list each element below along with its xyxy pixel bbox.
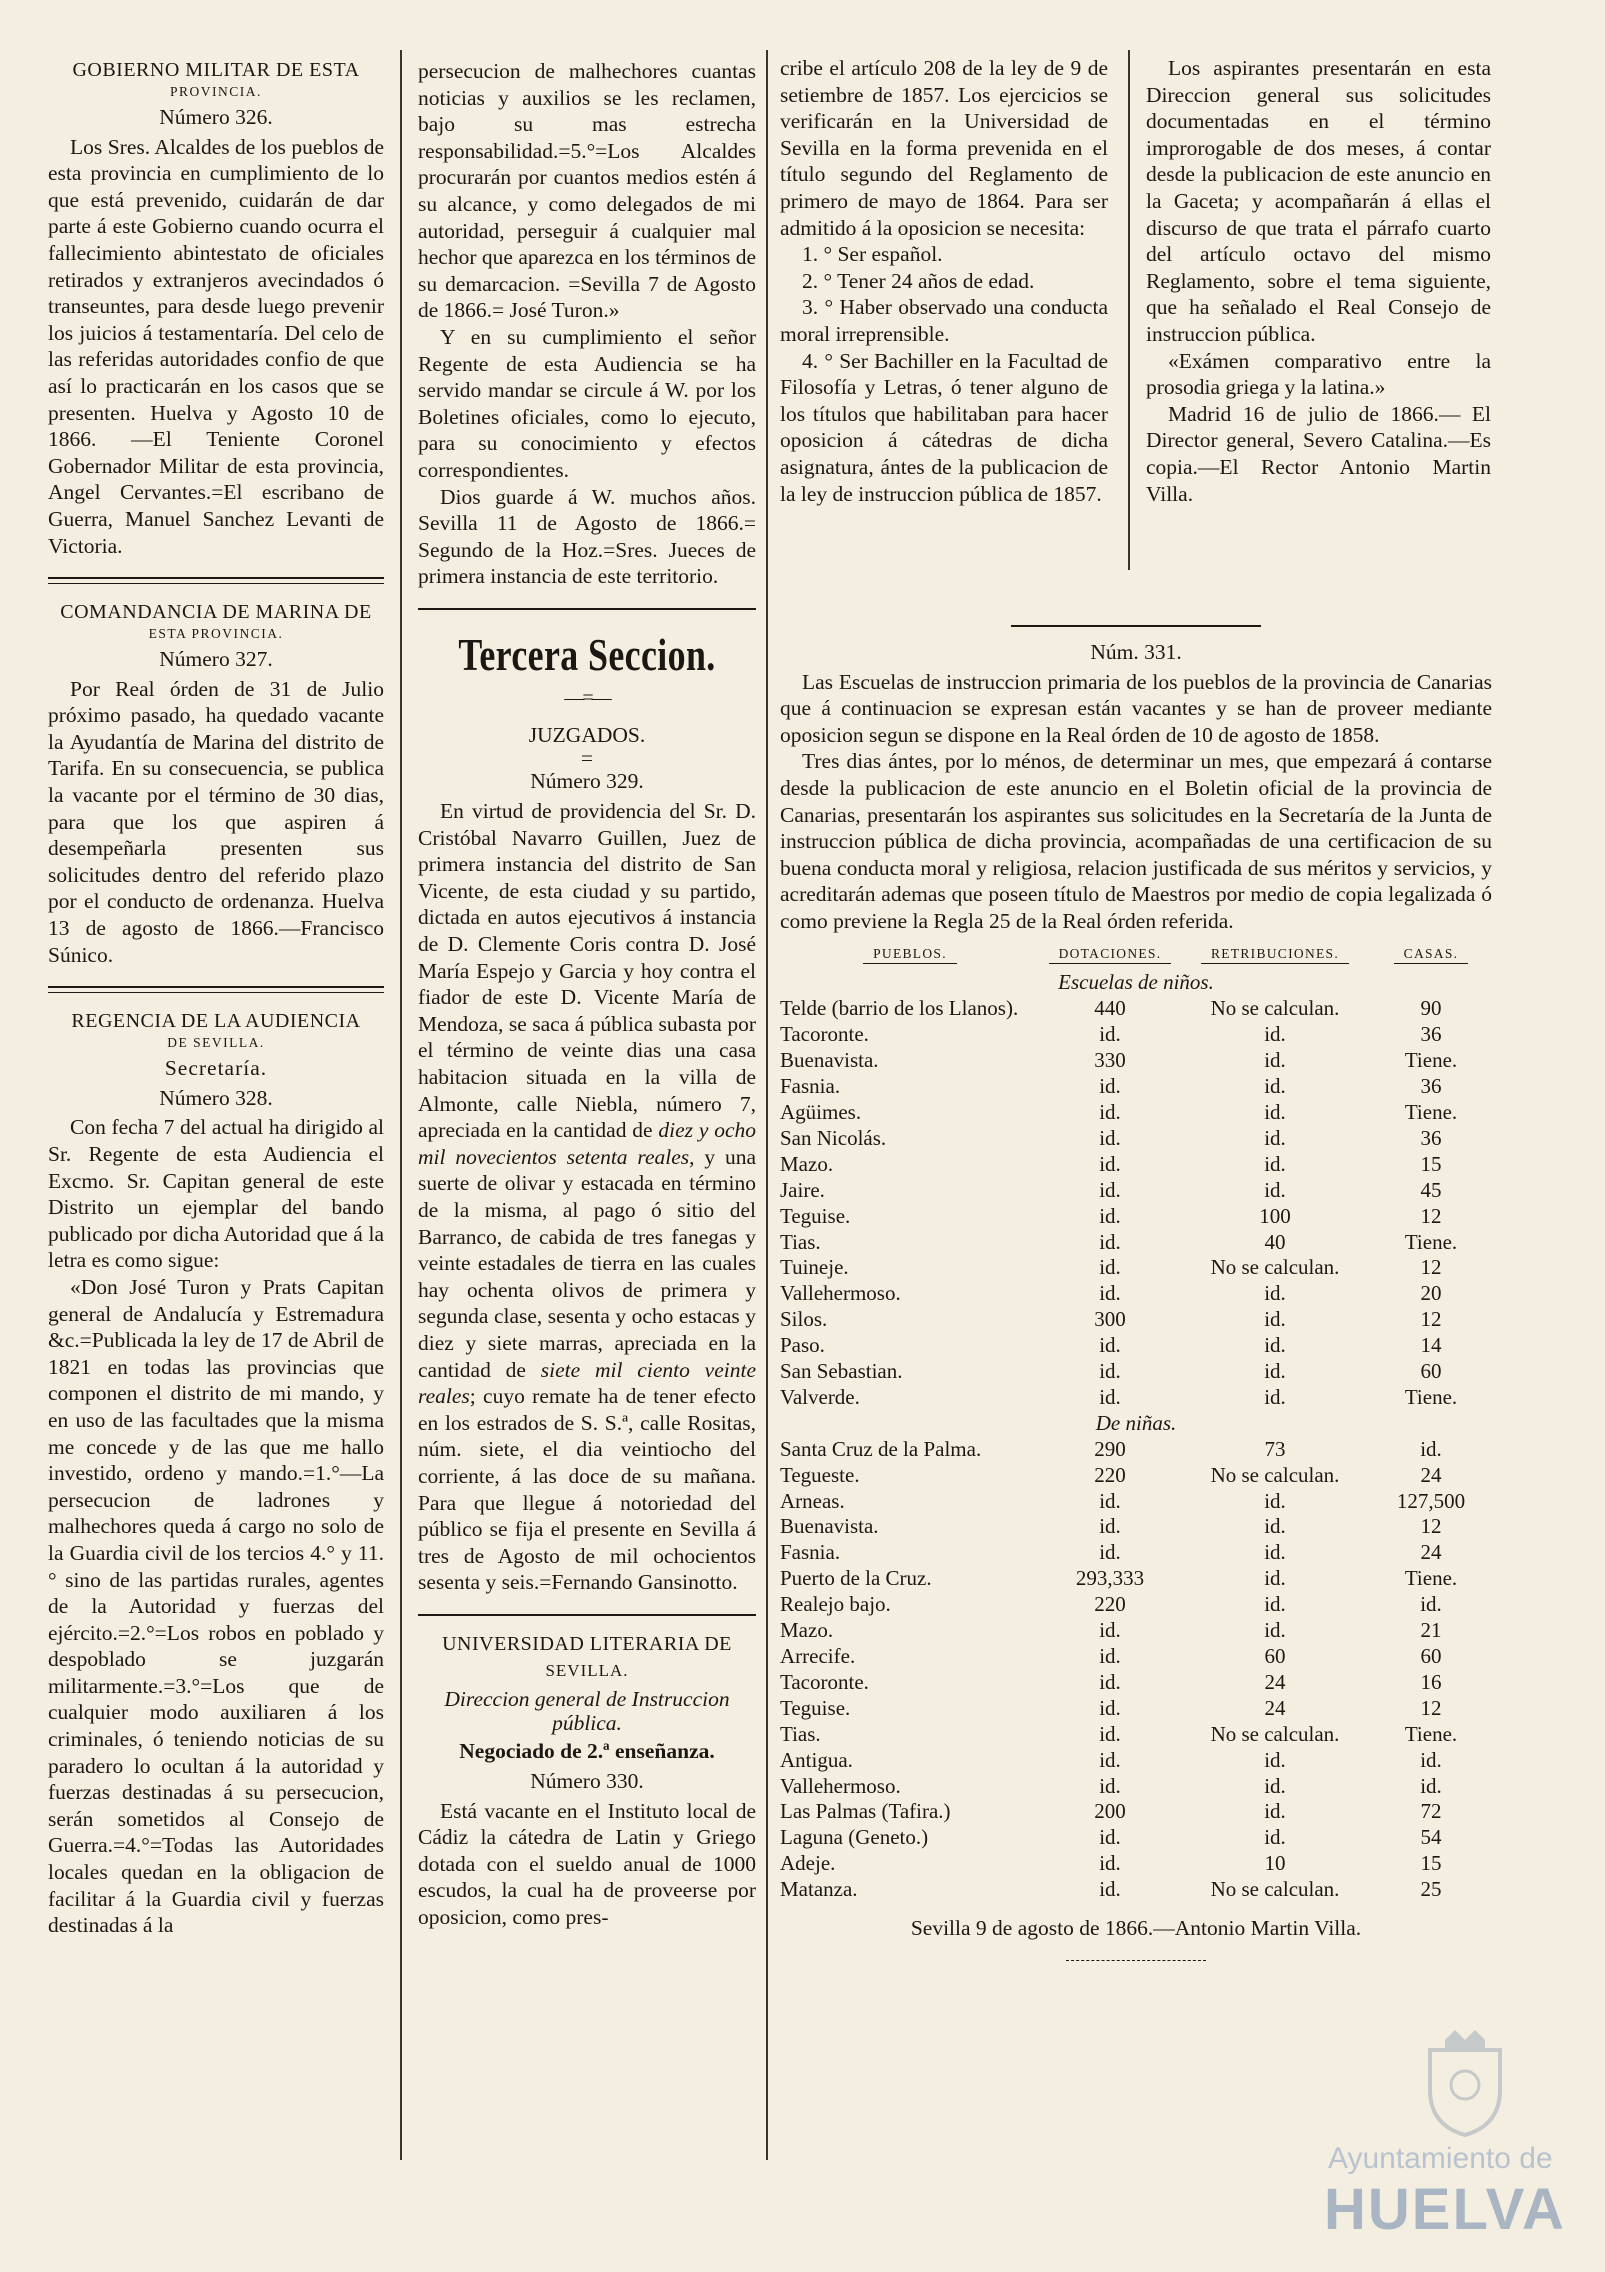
column-header: RETRIBUCIONES. <box>1180 935 1370 971</box>
notice-text: Los Sres. Alcaldes de los pueblos de esta provincia en cumplimiento de lo que está prevenido, cuidarán de dar parte á este Gobierno cuando ocurra el fallecimiento abintestato de oficiales retirados y extranjeros avecindados ó transeuntes, para desde luego prevenir los juicios á testamentaría. Del celo de las referidas autoridades confio de que así lo practicarán en los casos que se presenten. Huelva y Agosto 10 de 1866. —El Teniente Coronel Gobernador Militar de esta provincia, Angel Cervantes.=El escribano de Guerra, Manuel Sanchez Levanti de Victoria. <box>48 134 384 558</box>
cell-casa: 54 <box>1420 1825 1442 1850</box>
cell-dotacion: 200 <box>1094 1799 1126 1824</box>
notice-text: Las Escuelas de instruccion primaria de los pueblos de la provincia de Canarias que á continuacion se expresan están vacantes y se han de proveer mediante oposicion segun se dispone en la Real órden de 10 de agosto de 1858. <box>780 669 1492 747</box>
table-row <box>780 1230 1492 1256</box>
table-row <box>780 1126 1492 1152</box>
notice-number: Núm. 331. <box>1090 640 1182 664</box>
cell-casa: 12 <box>1420 1203 1442 1228</box>
requirement: 2. ° Tener 24 años de edad. <box>802 268 1035 293</box>
cell-pueblo: Fasnia. <box>780 1074 841 1099</box>
cell-casa: Tiene. <box>1404 1384 1458 1409</box>
table-row <box>780 1489 1492 1515</box>
cell-retribucion: id. <box>1264 1825 1286 1850</box>
table-row <box>780 1048 1492 1074</box>
cell-retribucion: id. <box>1264 1540 1286 1565</box>
cell-retribucion: id. <box>1264 1307 1286 1332</box>
section-subtitle: SEVILLA. <box>545 1660 629 1680</box>
section-heading: Tercera Seccion. <box>458 628 716 680</box>
cell-dotacion: 330 <box>1094 1048 1126 1073</box>
cell-dotacion: id. <box>1099 1177 1121 1202</box>
notice-theme: «Exámen comparativo entre la prosodia griega y la latina.» <box>1146 348 1491 400</box>
section-subtitle: ESTA PROVINCIA. <box>148 626 284 642</box>
cell-dotacion: id. <box>1099 1099 1121 1124</box>
cell-dotacion: id. <box>1099 1644 1121 1668</box>
cell-retribucion: No se calculan. <box>1210 1462 1340 1487</box>
cell-retribucion: 24 <box>1264 1669 1286 1694</box>
cell-retribucion: No se calculan. <box>1210 1255 1340 1280</box>
cell-pueblo: Silos. <box>780 1307 828 1332</box>
cell-pueblo: Matanza. <box>780 1877 858 1902</box>
cell-pueblo: Teguise. <box>780 1695 851 1720</box>
notice-number: Número 326. <box>159 105 273 129</box>
cell-retribucion: id. <box>1264 1773 1286 1798</box>
cell-dotacion: id. <box>1099 1229 1121 1254</box>
notice-number: Número 330. <box>530 1769 644 1794</box>
notice-text: «Don José Turon y Prats Capitan general de Andalucía y Estremadura &c.=Publicada la ley de 17 de Abril de 1821 en todas las provincias que componen el distrito de mi mando, y en uso de las facultades que la misma me concede y de las que me hallo investido, ordeno y mando.=1.°—La persecucion de ladrones y malhechores queda á cargo no solo de la Guardia civil de los tercios 4.° y 11.° sino de las partidas rurales, agentes de la Autoridad y fuerzas del ejército.=2.°=Los robos en poblado y despoblado se juzgarán militarmente.=3.°=Los que de cualquier modo auxiliaren á los criminales, ó teniendo noticias de su paradero lo ocultan á la autoridad y fuerzas destinadas á su persecucion, serán sometidos al Consejo de Guerra.=4.°=Todas las Autoridades locales quedan en la obligacion de facilitar á la Guardia civil y fuerzas destinadas á la <box>48 1274 384 1938</box>
cell-casa: 60 <box>1420 1359 1442 1384</box>
cell-retribucion: No se calculan. <box>1210 996 1340 1021</box>
juzgados-title: JUZGADOS. <box>528 722 646 747</box>
table-row <box>780 1359 1492 1385</box>
divider <box>418 1614 756 1616</box>
cell-dotacion: 293,333 <box>1075 1566 1145 1591</box>
section-subtitle-italic: Direccion general de Instruccion pública. <box>444 1687 730 1736</box>
cell-pueblo: Agüimes. <box>780 1099 862 1124</box>
cell-casa: 90 <box>1420 996 1442 1021</box>
cell-casa: 36 <box>1420 1125 1442 1150</box>
cell-pueblo: Teguise. <box>780 1203 851 1228</box>
table-row <box>780 1022 1492 1048</box>
table-row <box>780 1618 1492 1644</box>
cell-pueblo: Valverde. <box>780 1384 860 1409</box>
cell-dotacion: id. <box>1099 1540 1121 1565</box>
ornament-mark: = <box>580 746 594 771</box>
cell-dotacion: id. <box>1099 1721 1121 1746</box>
column-header: DOTACIONES. <box>1040 935 1180 971</box>
notice-number: Número 327. <box>159 647 273 672</box>
cell-pueblo: Buenavista. <box>780 1514 879 1539</box>
notice-number: Número 329. <box>530 769 644 794</box>
cell-casa: id. <box>1420 1773 1442 1798</box>
cell-retribucion: id. <box>1264 1333 1286 1358</box>
table-row <box>780 1385 1492 1411</box>
notice-text: En virtud de providencia del Sr. D. Cristóbal Navarro Guillen, Juez de primera instancia del distrito de San Vicente, de esta ciudad y su partido, dictada en autos ejecutivos á instancia de D. Clemente Coris contra D. José María Espejo y Garcia y hoy contra el fiador de este D. Vicente María de Mendoza, se saca á pública subasta por el término de veinte dias una casa habitacion situada en la villa de Almonte, calle Niebla, número 7, apreciada en la cantidad de diez y ocho mil novecientos setenta reales, y una suerte de olivar y estacada en término de la misma, al pago ó sitio del Barranco, de cabida de tres fanegas y veinte estadales de tierra en las cuales hay ochenta olivos de primera y segunda clase, sesenta y ocho estacas y diez y siete marras, apreciada en la cantidad de siete mil ciento veinte reales; cuyo remate ha de tener efecto en los estrados de S. S.ª, calle Rositas, núm. siete, el dia veintiocho del corriente, á las doce de su mañana. Para que llegue á notoriedad del público se fija el presente en Sevilla á tres de Agosto de mil ochocientos sesenta y seis.=Fernando Gansinotto. <box>418 799 757 1595</box>
cell-pueblo: San Sebastian. <box>780 1359 903 1384</box>
cell-retribucion: 24 <box>1264 1695 1286 1720</box>
requirement: 1. ° Ser español. <box>802 242 943 267</box>
cell-retribucion: id. <box>1264 1125 1286 1150</box>
notice-text: persecucion de malhechores cuantas noticias y auxilios se les reclamen, bajo su mas estrecha responsabilidad.=5.°=Los Alcaldes procurarán por cuantos medios estén á su alcance, y como delegados de mi autoridad, perseguir á cualquier mal hechor que aparezca en los términos de su demarcacion. =Sevilla 7 de Agosto de 1866.= José Turon.» <box>418 59 756 323</box>
cell-retribucion: No se calculan. <box>1210 1877 1340 1902</box>
cell-retribucion: id. <box>1264 1022 1286 1047</box>
cell-casa: Tiene. <box>1404 1566 1458 1591</box>
divider <box>1066 1960 1206 1961</box>
cell-retribucion: 10 <box>1264 1851 1286 1876</box>
section-title: GOBIERNO MILITAR DE ESTA <box>72 59 360 81</box>
watermark <box>1310 2030 1605 2270</box>
cell-pueblo: Tegueste. <box>780 1462 860 1487</box>
column-2 <box>418 58 756 1931</box>
cell-dotacion: id. <box>1099 1747 1121 1772</box>
cell-retribucion: id. <box>1264 1488 1286 1513</box>
cell-pueblo: Buenavista. <box>780 1048 879 1073</box>
cell-dotacion: id. <box>1099 1151 1121 1176</box>
cell-retribucion: id. <box>1264 1592 1286 1617</box>
cell-retribucion: id. <box>1264 1151 1286 1176</box>
table-row <box>780 1463 1492 1489</box>
cell-dotacion: 290 <box>1094 1436 1126 1461</box>
cell-casa: 45 <box>1420 1177 1442 1202</box>
cell-pueblo: Tacoronte. <box>780 1022 869 1047</box>
table-row <box>780 1670 1492 1696</box>
column-rule <box>1128 50 1130 570</box>
cell-casa: Tiene. <box>1404 1229 1458 1254</box>
secretaria-label: Secretaría. <box>164 1056 268 1081</box>
ornament: —=— <box>564 686 610 709</box>
cell-retribucion: id. <box>1264 1384 1286 1409</box>
cell-retribucion: 73 <box>1264 1436 1286 1461</box>
column-rule <box>400 50 402 2160</box>
table-row <box>780 1851 1492 1877</box>
table-row <box>780 1514 1492 1540</box>
cell-dotacion: id. <box>1099 1877 1121 1902</box>
cell-casa: 60 <box>1420 1644 1442 1668</box>
crest-icon <box>1420 2030 1510 2140</box>
cell-dotacion: id. <box>1099 1695 1121 1720</box>
notice-text: Con fecha 7 del actual ha dirigido al Sr. Regente de esta Audiencia el Excmo. Sr. Capitan general de este Distrito un ejemplar del bando publicado por dicha Autoridad que á la letra es como sigue: <box>48 1115 384 1273</box>
cell-retribucion: id. <box>1264 1281 1286 1306</box>
cell-pueblo: San Nicolás. <box>780 1125 887 1150</box>
column-rule <box>766 50 768 2160</box>
column-header: PUEBLOS. <box>780 935 1040 971</box>
requirement: 4. ° Ser Bachiller en la Facultad de Filosofía y Letras, ó tener alguno de los títulos que habilitaban para hacer oposicion á cátedras de dicha asignatura, ántes de la publicacion de la ley de instruccion pública de 1857. <box>780 348 1108 506</box>
notice-text: Está vacante en el Instituto local de Cádiz la cátedra de Latin y Griego dotada con el sueldo anual de 1000 escudos, la cual ha de proveerse por oposicion, como pres- <box>418 1798 756 1930</box>
cell-dotacion: id. <box>1099 1618 1121 1643</box>
cell-casa: 24 <box>1420 1462 1442 1487</box>
cell-dotacion: 220 <box>1094 1462 1126 1487</box>
cell-casa: Tiene. <box>1404 1099 1458 1124</box>
table-row <box>780 1540 1492 1566</box>
cell-pueblo: Tias. <box>780 1229 821 1254</box>
table-row <box>780 1696 1492 1722</box>
cell-casa: id. <box>1420 1592 1442 1617</box>
cell-dotacion: id. <box>1099 1022 1121 1047</box>
cell-casa: 36 <box>1420 1074 1442 1099</box>
notice-text: Por Real órden de 31 de Julio próximo pasado, ha quedado vacante la Ayudantía de Marina del distrito de Tarifa. En su consecuencia, se publica la vacante por el término de 30 dias, para que los que aspiren á desempeñarla presenten sus solicitudes dentro del referido plazo por el conducto de ordenanza. Huelva 13 de agosto de 1866.—Francisco Súnico. <box>48 676 384 967</box>
cell-pueblo: Vallehermoso. <box>780 1773 901 1798</box>
cell-dotacion: id. <box>1099 1074 1121 1099</box>
cell-dotacion: 440 <box>1094 996 1126 1021</box>
cell-pueblo: Adeje. <box>780 1851 836 1876</box>
cell-casa: Tiene. <box>1404 1721 1458 1746</box>
cell-dotacion: id. <box>1099 1851 1121 1876</box>
cell-pueblo: Mazo. <box>780 1151 834 1176</box>
cell-casa: id. <box>1420 1747 1442 1772</box>
table-row <box>780 1074 1492 1100</box>
cell-pueblo: Arrecife. <box>780 1644 856 1668</box>
table-row <box>780 1825 1492 1851</box>
cell-pueblo: Laguna (Geneto.) <box>780 1825 929 1850</box>
cell-dotacion: id. <box>1099 1514 1121 1539</box>
cell-dotacion: id. <box>1099 1669 1121 1694</box>
cell-casa: 16 <box>1420 1669 1442 1694</box>
divider <box>418 608 756 610</box>
table-row <box>780 1333 1492 1359</box>
negociado-label: Negociado de 2.ª enseñanza. <box>459 1739 715 1764</box>
cell-pueblo: Puerto de la Cruz. <box>780 1566 932 1591</box>
notice-text: cribe el artículo 208 de la ley de 9 de setiembre de 1857. Los ejercicios se verificarán en la Universidad de Sevilla en la forma prevenida en el título segundo del Reglamento de primero de mayo de 1864. Para ser admitido á la oposicion se necesita: <box>780 56 1108 240</box>
cell-retribucion: id. <box>1264 1074 1286 1099</box>
section-subtitle: PROVINCIA. <box>170 84 262 99</box>
cell-pueblo: Las Palmas (Tafira.) <box>780 1799 951 1824</box>
table-row <box>780 1877 1492 1903</box>
notice-text: Dios guarde á W. muchos años. Sevilla 11 de Agosto de 1866.= Segundo de la Hoz.=Sres. Jueces de primera instancia de este territorio. <box>418 484 756 589</box>
cell-dotacion: id. <box>1099 1255 1121 1280</box>
cell-dotacion: id. <box>1099 1825 1121 1850</box>
section-subtitle: DE SEVILLA. <box>167 1035 265 1051</box>
cell-dotacion: id. <box>1099 1203 1121 1228</box>
requirement: 3. ° Haber observado una conducta moral irreprensible. <box>780 295 1108 346</box>
column-4 <box>1146 55 1491 507</box>
notice-signature: Sevilla 9 de agosto de 1866.—Antonio Martin Villa. <box>910 1916 1362 1941</box>
table-row <box>780 1100 1492 1126</box>
divider <box>1011 625 1261 627</box>
table-row <box>780 1255 1492 1281</box>
cell-casa: 15 <box>1420 1851 1442 1876</box>
cell-casa: 14 <box>1420 1333 1442 1358</box>
cell-casa: 127,500 <box>1396 1488 1466 1513</box>
table-row <box>780 1437 1492 1463</box>
table-row <box>780 1722 1492 1748</box>
cell-casa: 25 <box>1420 1877 1442 1902</box>
cell-casa: id. <box>1420 1436 1442 1461</box>
cell-dotacion: id. <box>1099 1359 1121 1384</box>
table-row <box>780 1592 1492 1618</box>
cell-dotacion: id. <box>1099 1384 1121 1409</box>
cell-casa: 72 <box>1420 1799 1442 1824</box>
divider <box>48 577 384 584</box>
notice-text: Los aspirantes presentarán en esta Direccion general sus solicitudes documentadas en el término improrogable de dos meses, á contar desde la publicacion de este anuncio en la Gaceta; y acompañarán á ellas el discurso de que trata el párrafo cuarto del artículo octavo del mismo Reglamento, sobre el tema siguiente, que ha señalado el Real Consejo de instruccion pública. <box>1146 56 1491 346</box>
cell-dotacion: id. <box>1099 1281 1121 1306</box>
cell-casa: 12 <box>1420 1255 1442 1280</box>
table-row <box>780 1748 1492 1774</box>
cell-pueblo: Tias. <box>780 1721 821 1746</box>
cell-pueblo: Vallehermoso. <box>780 1281 901 1306</box>
cell-pueblo: Tuineje. <box>780 1255 849 1280</box>
notice-331 <box>780 625 1492 1961</box>
table-row <box>780 1644 1492 1670</box>
cell-retribucion: 40 <box>1264 1229 1286 1254</box>
cell-pueblo: Arneas. <box>780 1488 845 1513</box>
cell-pueblo: Fasnia. <box>780 1540 841 1565</box>
column-3 <box>780 55 1108 507</box>
notice-number: Número 328. <box>159 1085 273 1110</box>
notice-text: Y en su cumplimiento el señor Regente de esta Audiencia se ha servido mandar se circule á W. por los Boletines oficiales, como lo ejecuto, para su conocimiento y efectos correspondientes. <box>418 324 756 482</box>
column-1 <box>48 58 384 1939</box>
cell-pueblo: Antigua. <box>780 1747 853 1772</box>
cell-casa: Tiene. <box>1404 1048 1458 1073</box>
cell-pueblo: Jaire. <box>780 1177 825 1202</box>
cell-dotacion: id. <box>1099 1125 1121 1150</box>
cell-casa: 24 <box>1420 1540 1442 1565</box>
table-row <box>780 1204 1492 1230</box>
table-row <box>780 1566 1492 1592</box>
cell-pueblo: Telde (barrio de los Llanos). <box>780 996 1019 1021</box>
cell-retribucion: id. <box>1264 1177 1286 1202</box>
cell-pueblo: Realejo bajo. <box>780 1592 891 1617</box>
cell-retribucion: id. <box>1264 1099 1286 1124</box>
cell-dotacion: 300 <box>1094 1307 1126 1332</box>
cell-retribucion: id. <box>1264 1566 1286 1591</box>
table-group: De niñas. <box>1095 1410 1177 1435</box>
table-row <box>780 996 1492 1022</box>
cell-pueblo: Santa Cruz de la Palma. <box>780 1436 982 1461</box>
schools-table <box>780 935 1492 1904</box>
cell-retribucion: id. <box>1264 1747 1286 1772</box>
watermark-line2: HUELVA <box>1324 2177 1566 2242</box>
cell-dotacion: id. <box>1099 1488 1121 1513</box>
section-title: UNIVERSIDAD LITERARIA DE <box>442 1632 732 1655</box>
notice-text: Tres dias ántes, por lo ménos, de determinar un mes, que empezará á contarse desde la publicacion de este anuncio en el Boletin oficial de la provincia de Canarias, presentarán los aspirantes sus solicitudes en la Secretaría de la Junta de instruccion pública de dicha provincia, acompañadas de una certificacion de su buena conducta moral y religiosa, relacion justificada de sus méritos y servicios, y acreditarán ademas que poseen título de Maestros por medio de copia legalizada ó como previene la Regla 25 de la Real órden referida. <box>780 749 1492 933</box>
cell-dotacion: 220 <box>1094 1592 1126 1617</box>
cell-casa: 12 <box>1420 1514 1442 1539</box>
cell-dotacion: id. <box>1099 1333 1121 1358</box>
watermark-line1: Ayuntamiento de <box>1328 2142 1553 2175</box>
table-group: Escuelas de niños. <box>1058 970 1214 995</box>
cell-retribucion: id. <box>1264 1359 1286 1384</box>
cell-retribucion: id. <box>1264 1048 1286 1073</box>
table-row <box>780 1307 1492 1333</box>
table-row <box>780 1178 1492 1204</box>
cell-pueblo: Mazo. <box>780 1618 834 1643</box>
cell-retribucion: No se calculan. <box>1210 1721 1340 1746</box>
cell-casa: 21 <box>1420 1618 1442 1643</box>
table-row <box>780 1774 1492 1800</box>
cell-dotacion: id. <box>1099 1773 1121 1798</box>
cell-casa: 12 <box>1420 1695 1442 1720</box>
column-header: CASAS. <box>1370 935 1492 971</box>
cell-casa: 36 <box>1420 1022 1442 1047</box>
cell-retribucion: id. <box>1264 1618 1286 1643</box>
cell-casa: 15 <box>1420 1151 1442 1176</box>
cell-casa: 20 <box>1420 1281 1442 1306</box>
section-title: COMANDANCIA DE MARINA DE <box>60 601 372 624</box>
cell-casa: 12 <box>1420 1307 1442 1332</box>
cell-retribucion: 100 <box>1259 1203 1291 1228</box>
divider <box>48 986 384 993</box>
notice-signature: Madrid 16 de julio de 1866.— El Director general, Severo Catalina.—Es copia.—El Rector Antonio Martin Villa. <box>1146 401 1491 506</box>
cell-retribucion: id. <box>1264 1514 1286 1539</box>
table-row <box>780 1152 1492 1178</box>
cell-pueblo: Tacoronte. <box>780 1669 869 1694</box>
table-row <box>780 1799 1492 1825</box>
table-row <box>780 1281 1492 1307</box>
cell-pueblo: Paso. <box>780 1333 825 1358</box>
section-title: REGENCIA DE LA AUDIENCIA <box>71 1010 361 1033</box>
cell-retribucion: id. <box>1264 1799 1286 1824</box>
cell-retribucion: 60 <box>1264 1644 1286 1668</box>
